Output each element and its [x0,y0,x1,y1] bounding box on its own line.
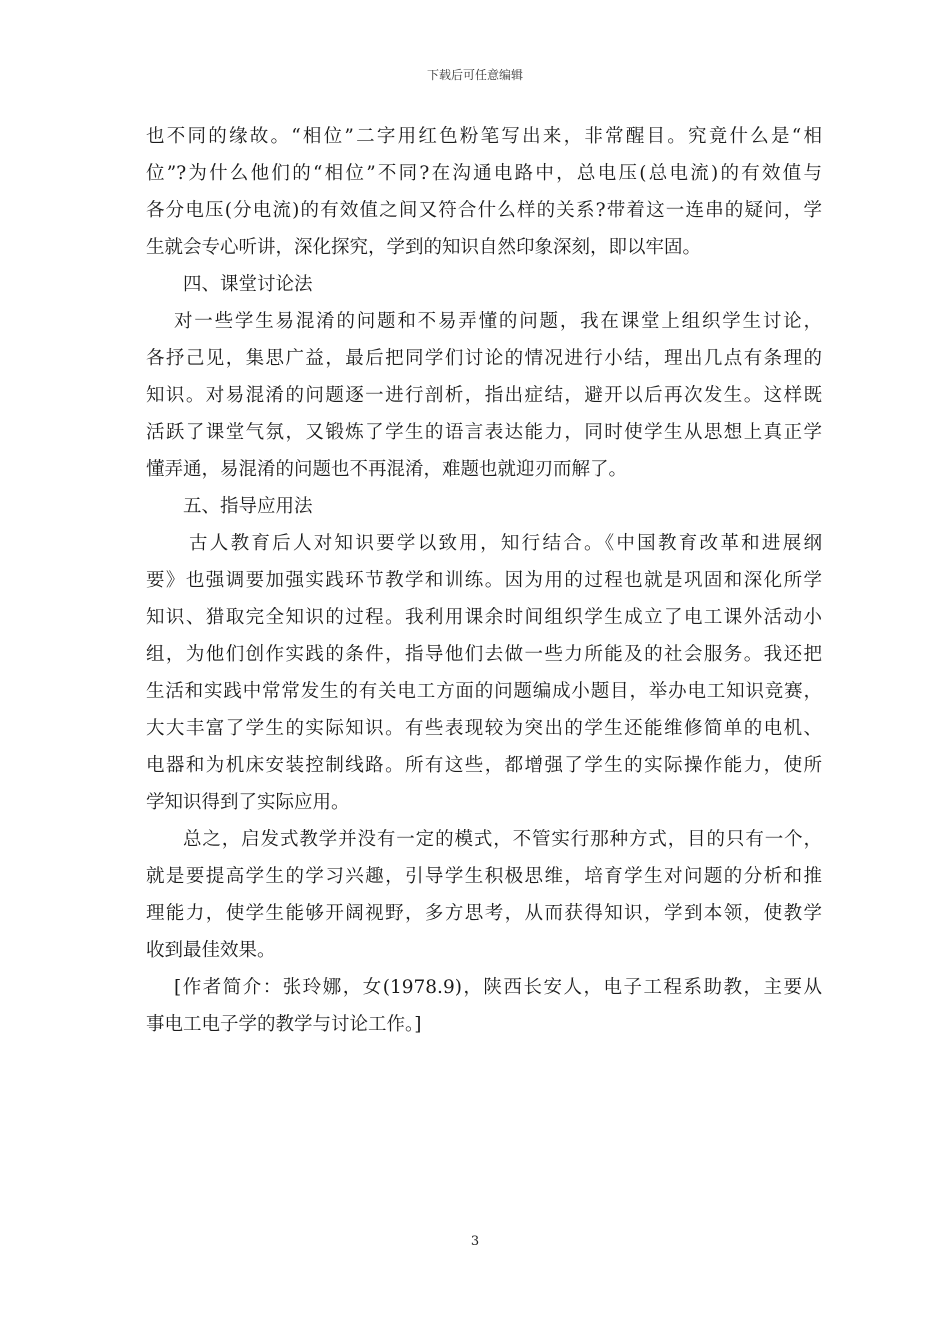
text-line: 电器和为机床安装控制线路。所有这些，都增强了学生的实际操作能力，使所 [146,755,822,776]
text-line: 理能力，使学生能够开阔视野，多方思考，从而获得知识，学到本领，使教学 [146,903,822,924]
document-body [146,118,822,1043]
section-heading: 五、指导应用法 [183,496,313,517]
text-line: 活跃了课堂气氛，又锻炼了学生的语言表达能力，同时使学生从思想上真正学 [146,422,822,443]
text-line: 收到最佳效果。 [146,940,276,961]
text-line: 大大丰富了学生的实际知识。有些表现较为突出的学生还能维修简单的电机、 [146,718,822,739]
text-line: 各抒己见，集思广益，最后把同学们讨论的情况进行小结，理出几点有条理的 [146,348,822,369]
text-line: 知识。对易混淆的问题逐一进行剖析，指出症结，避开以后再次发生。这样既 [146,385,822,406]
text-line: 古人教育后人对知识要学以致用，知行结合。《中国教育改革和进展纲 [189,533,822,554]
text-line: 生活和实践中常常发生的有关电工方面的问题编成小题目，举办电工知识竞赛， [146,681,822,702]
author-note: [作者简介：张玲娜，女(1978.9)，陕西长安人，电子工程系助教，主要从 [174,977,822,998]
text-line: 学知识得到了实际应用。 [146,792,350,813]
page-header: 下载后可任意编辑 [426,68,523,82]
text-line: 也不同的缘故。“相位”二字用红色粉笔写出来，非常醒目。究竟什么是“相 [146,126,822,147]
text-line: 生就会专心听讲，深化探究，学到的知识自然印象深刻，即以牢固。 [146,237,702,258]
text-line: 位”?为什么他们的“相位”不同?在沟通电路中，总电压(总电流)的有效值与 [146,163,822,184]
text-line: 组，为他们创作实践的条件，指导他们去做一些力所能及的社会服务。我还把 [146,644,822,665]
text-line: 知识、猎取完全知识的过程。我利用课余时间组织学生成立了电工课外活动小 [146,607,822,628]
text-line: 总之，启发式教学并没有一定的模式，不管实行那种方式，目的只有一个， [183,829,822,850]
text-line: 对一些学生易混淆的问题和不易弄懂的问题，我在课堂上组织学生讨论， [174,311,822,332]
text-line: 懂弄通，易混淆的问题也不再混淆，难题也就迎刃而解了。 [146,459,628,480]
author-note: 事电工电子学的教学与讨论工作。] [146,1014,422,1035]
text-line: 要》也强调要加强实践环节教学和训练。因为用的过程也就是巩固和深化所学 [146,570,822,591]
page-number: 3 [470,1234,480,1249]
text-line: 各分电压(分电流)的有效值之间又符合什么样的关系?带着这一连串的疑问，学 [146,200,822,221]
text-line: 就是要提高学生的学习兴趣，引导学生积极思维，培育学生对问题的分析和推 [146,866,822,887]
section-heading: 四、课堂讨论法 [183,274,313,295]
